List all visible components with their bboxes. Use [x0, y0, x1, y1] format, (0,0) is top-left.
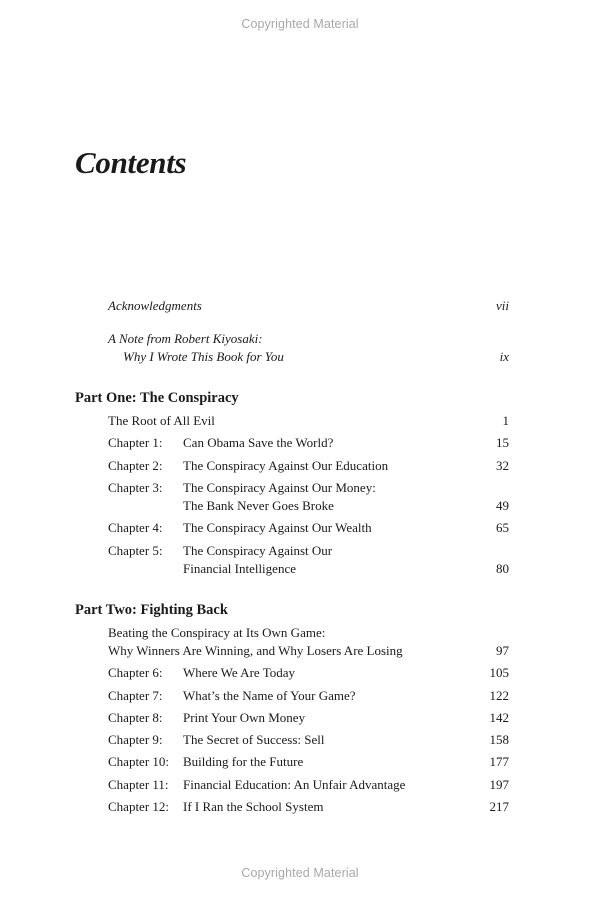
toc-entry-chapter-4[interactable] — [108, 519, 509, 537]
chapter-title: The Secret of Success: Sell — [183, 732, 325, 747]
watermark-top: Copyrighted Material — [241, 17, 359, 31]
toc-entry-chapter-1[interactable] — [108, 434, 509, 452]
chapter-title: Financial Education: An Unfair Advantage — [183, 777, 406, 792]
toc-entry-title: A Note from Robert Kiyosaki: — [108, 331, 263, 346]
toc-entry-subtitle: Why Winners Are Winning, and Why Losers Are Losing — [108, 643, 403, 658]
chapter-page: 142 — [489, 710, 509, 725]
chapter-title: The Conspiracy Against Our — [183, 543, 333, 558]
toc-entry-intro[interactable] — [108, 412, 509, 430]
chapter-label: Chapter 2: — [108, 458, 163, 473]
toc-entry-chapter-10[interactable] — [108, 753, 509, 771]
chapter-page: 177 — [489, 754, 509, 769]
toc-entry-chapter-11[interactable] — [108, 776, 509, 794]
part-two-heading: Part Two: Fighting Back — [75, 602, 228, 618]
chapter-page: 158 — [489, 732, 509, 747]
toc-entry-page: 97 — [496, 643, 509, 658]
watermark-bottom: Copyrighted Material — [241, 866, 359, 880]
chapter-label: Chapter 1: — [108, 435, 163, 450]
chapter-subtitle: The Bank Never Goes Broke — [183, 498, 334, 513]
chapter-label: Chapter 10: — [108, 754, 170, 769]
toc-entry-chapter-12[interactable] — [108, 798, 509, 816]
toc-entry-chapter-8[interactable] — [108, 709, 509, 727]
chapter-page: 197 — [489, 777, 509, 792]
toc-entry-chapter-5[interactable] — [108, 542, 509, 576]
toc-entry-page: ix — [499, 349, 509, 364]
toc-entry-chapter-3[interactable] — [108, 479, 509, 513]
chapter-label: Chapter 5: — [108, 543, 163, 558]
chapter-label: Chapter 7: — [108, 688, 163, 703]
toc-entry-page: vii — [496, 298, 509, 313]
chapter-label: Chapter 4: — [108, 520, 163, 535]
chapter-title: The Conspiracy Against Our Money: — [183, 480, 376, 495]
chapter-subtitle: Financial Intelligence — [183, 561, 296, 576]
toc-entry-acknowledgments[interactable] — [108, 297, 509, 315]
chapter-label: Chapter 9: — [108, 732, 163, 747]
page-title: Contents — [75, 145, 187, 180]
chapter-label: Chapter 6: — [108, 665, 163, 680]
chapter-label: Chapter 8: — [108, 710, 163, 725]
chapter-page: 15 — [496, 435, 509, 450]
chapter-title: If I Ran the School System — [183, 799, 324, 814]
toc-entry-subtitle: Why I Wrote This Book for You — [123, 349, 284, 364]
chapter-title: The Conspiracy Against Our Education — [183, 458, 389, 473]
toc-entry-title: The Root of All Evil — [108, 413, 215, 428]
toc-entry-chapter-9[interactable] — [108, 731, 509, 749]
toc-entry-chapter-6[interactable] — [108, 664, 509, 682]
chapter-page: 80 — [496, 561, 509, 576]
chapter-title: Building for the Future — [183, 754, 304, 769]
chapter-page: 217 — [489, 799, 509, 814]
chapter-page: 65 — [496, 520, 509, 535]
toc-entry-title: Acknowledgments — [108, 298, 202, 313]
chapter-title: Can Obama Save the World? — [183, 435, 334, 450]
chapter-title: Where We Are Today — [183, 665, 295, 680]
toc-entry-chapter-7[interactable] — [108, 687, 509, 705]
chapter-label: Chapter 12: — [108, 799, 170, 814]
chapter-page: 122 — [489, 688, 509, 703]
chapter-label: Chapter 3: — [108, 480, 163, 495]
chapter-label: Chapter 11: — [108, 777, 169, 792]
chapter-page: 49 — [496, 498, 509, 513]
toc-entry-note[interactable] — [108, 330, 509, 364]
toc-entry-chapter-2[interactable] — [108, 457, 509, 475]
chapter-title: Print Your Own Money — [183, 710, 306, 725]
part-one-heading: Part One: The Conspiracy — [75, 390, 239, 406]
chapter-title: The Conspiracy Against Our Wealth — [183, 520, 372, 535]
toc-entry-intro[interactable] — [108, 624, 509, 658]
toc-entry-page: 1 — [502, 413, 509, 428]
toc-entry-title: Beating the Conspiracy at Its Own Game: — [108, 625, 326, 640]
chapter-page: 105 — [489, 665, 509, 680]
chapter-page: 32 — [496, 458, 509, 473]
chapter-title: What’s the Name of Your Game? — [183, 688, 356, 703]
